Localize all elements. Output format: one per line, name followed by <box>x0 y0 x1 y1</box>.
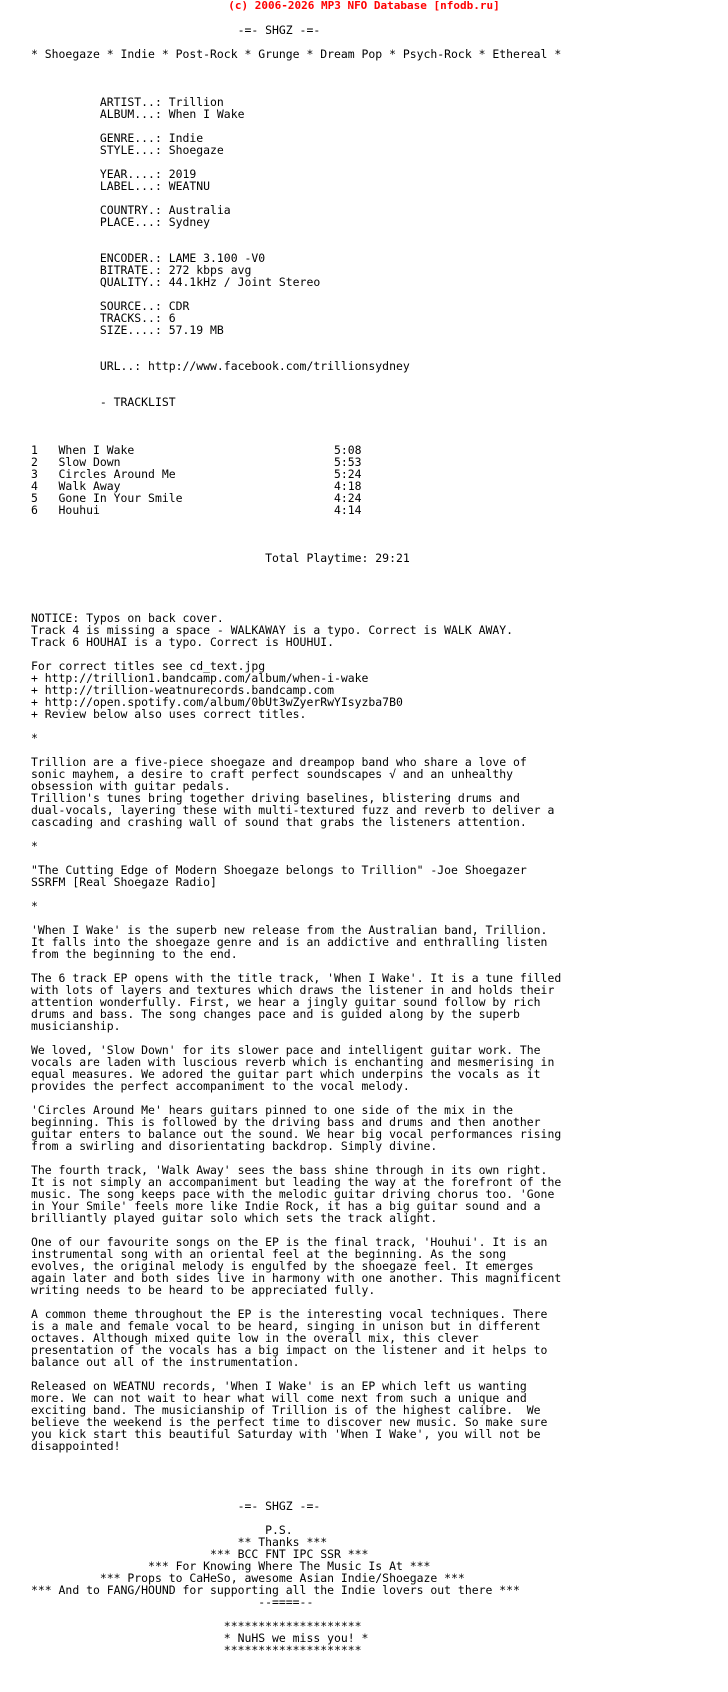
nfo-line <box>31 1476 561 1488</box>
nfo-line: It is not simply an accompaniment but leading the way at the forefront of the <box>31 1175 562 1189</box>
nfo-line: Track 6 HOUHAI is a typo. Correct is HOUHUI. <box>31 635 334 649</box>
nfo-line: 1 When I Wake 5:08 <box>31 443 362 457</box>
nfo-line: provides the perfect accompaniment to the vocal melody. <box>31 1079 410 1093</box>
nfo-line <box>31 1464 561 1476</box>
nfo-line: writing needs to be heard to be appreciated fully. <box>31 1283 376 1297</box>
nfo-line: * Shoegaze * Indie * Post-Rock * Grunge * Dream Pop * Psych-Rock * Ethereal * <box>31 47 562 61</box>
nfo-line <box>31 72 561 84</box>
nfo-line: more. We can not wait to hear what will come next from such a unique and <box>31 1391 527 1405</box>
nfo-line: exciting band. The musicianship of Trillion is of the highest calibre. We <box>31 1403 541 1417</box>
nfo-line <box>31 408 561 420</box>
nfo-line: + http://trillion-weatnurecords.bandcamp.com <box>31 683 334 697</box>
nfo-line <box>31 588 561 600</box>
nfo-line: 6 Houhui 4:14 <box>31 503 362 517</box>
nfo-line <box>31 1452 561 1464</box>
nfo-line: *** BCC FNT IPC SSR *** <box>31 1547 369 1561</box>
nfo-line: *** Props to CaHeSo, awesome Asian Indie/Shoegaze *** <box>31 1571 465 1585</box>
nfo-line: + http://open.spotify.com/album/0bUt3wZyerRwYIsyzba7B0 <box>31 695 403 709</box>
nfo-line: again later and both sides live in harmony with one another. This magnificent <box>31 1271 562 1285</box>
nfo-line: - TRACKLIST <box>31 395 176 409</box>
nfo-line: ******************** <box>31 1643 362 1657</box>
nfo-line: Total Playtime: 29:21 <box>31 551 410 565</box>
nfo-line: "The Cutting Edge of Modern Shoegaze belongs to Trillion" -Joe Shoegazer <box>31 863 527 877</box>
nfo-line: 3 Circles Around Me 5:24 <box>31 467 362 481</box>
nfo-line: *** For Knowing Where The Music Is At *** <box>31 1559 431 1573</box>
nfo-line: The 6 track EP opens with the title track, 'When I Wake'. It is a tune filled <box>31 971 562 985</box>
nfo-line: COUNTRY.: Australia <box>31 203 231 217</box>
nfo-line: * <box>31 731 38 745</box>
nfo-line: SOURCE..: CDR <box>31 299 190 313</box>
nfo-line: LABEL...: WEATNU <box>31 179 211 193</box>
nfo-line: attention wonderfully. First, we hear a jingly guitar sound follow by rich <box>31 995 541 1009</box>
nfo-line: Trillion's tunes bring together driving baselines, blistering drums and <box>31 791 520 805</box>
nfo-line: ******************** <box>31 1619 362 1633</box>
nfo-line: QUALITY.: 44.1kHz / Joint Stereo <box>31 275 321 289</box>
nfo-line: musicianship. <box>31 1019 121 1033</box>
nfo-line: + Review below also uses correct titles. <box>31 707 307 721</box>
nfo-line <box>31 528 561 540</box>
nfo-line: ** Thanks *** <box>31 1535 328 1549</box>
site-header: (c) 2006-2026 MP3 NFO Database [nfodb.ru] <box>228 0 500 12</box>
nfo-line: Track 4 is missing a space - WALKAWAY is a typo. Correct is WALK AWAY. <box>31 623 514 637</box>
nfo-line: BITRATE.: 272 kbps avg <box>31 263 252 277</box>
nfo-line: GENRE...: Indie <box>31 131 204 145</box>
nfo-line: with lots of layers and textures which draws the listener in and holds their <box>31 983 555 997</box>
nfo-line: in Your Smile' feels more like Indie Rock, it has a big guitar sound and a <box>31 1199 541 1213</box>
nfo-line: presentation of the vocals has a big impact on the listener and it helps to <box>31 1343 548 1357</box>
nfo-line: instrumental song with an oriental feel at the beginning. As the song <box>31 1247 507 1261</box>
nfo-line <box>31 576 561 588</box>
nfo-line: ALBUM...: When I Wake <box>31 107 245 121</box>
nfo-line: sonic mayhem, a desire to craft perfect soundscapes √ and an unhealthy <box>31 767 514 781</box>
nfo-line: + http://trillion1.bandcamp.com/album/when-i-wake <box>31 671 369 685</box>
nfo-line: SIZE....: 57.19 MB <box>31 323 224 337</box>
nfo-line: evolves, the original melody is engulfed by the shoegaze feel. It emerges <box>31 1259 534 1273</box>
nfo-line: ARTIST..: Trillion <box>31 95 224 109</box>
nfo-line: * <box>31 899 38 913</box>
nfo-line <box>31 372 561 384</box>
nfo-line: * <box>31 839 38 853</box>
nfo-line: --====-- <box>31 1595 314 1609</box>
nfo-line: 4 Walk Away 4:18 <box>31 479 362 493</box>
nfo-line <box>31 888 561 900</box>
nfo-line: from a swirling and disorientating backdrop. Simply divine. <box>31 1139 438 1153</box>
nfo-line <box>31 828 561 840</box>
nfo-line: One of our favourite songs on the EP is the final track, 'Houhui'. It is an <box>31 1235 548 1249</box>
nfo-line: -=- SHGZ -=- <box>31 23 321 37</box>
nfo-line: YEAR....: 2019 <box>31 167 197 181</box>
nfo-line: 5 Gone In Your Smile 4:24 <box>31 491 362 505</box>
nfo-line <box>31 720 561 732</box>
nfo-line <box>31 516 561 528</box>
nfo-line: NOTICE: Typos on back cover. <box>31 611 224 625</box>
nfo-line: URL..: http://www.facebook.com/trillionsydney <box>31 359 410 373</box>
nfo-line: PLACE...: Sydney <box>31 215 211 229</box>
nfo-line: A common theme throughout the EP is the interesting vocal techniques. There <box>31 1307 548 1321</box>
nfo-line: drums and bass. The song changes pace and is guided along by the superb <box>31 1007 520 1021</box>
nfo-line: believe the weekend is the perfect time to discover new music. So make sure <box>31 1415 548 1429</box>
nfo-line: P.S. <box>31 1523 293 1537</box>
nfo-line: 'Circles Around Me' hears guitars pinned to one side of the mix in the <box>31 1103 514 1117</box>
nfo-line: disappointed! <box>31 1439 121 1453</box>
nfo-line <box>31 336 561 348</box>
nfo-text <box>31 12 561 1656</box>
nfo-line: dual-vocals, layering these with multi-textured fuzz and reverb to deliver a <box>31 803 555 817</box>
nfo-line: * NuHS we miss you! * <box>31 1631 369 1645</box>
nfo-line: music. The song keeps pace with the melodic guitar driving chorus too. 'Gone <box>31 1187 555 1201</box>
nfo-line: obsession with guitar pedals. <box>31 779 231 793</box>
nfo-line: It falls into the shoegaze genre and is an addictive and enthralling listen <box>31 935 548 949</box>
nfo-line <box>31 564 561 576</box>
nfo-line <box>31 420 561 432</box>
nfo-line: Trillion are a five-piece shoegaze and dreampop band who share a love of <box>31 755 527 769</box>
nfo-line: Released on WEATNU records, 'When I Wake' is an EP which left us wanting <box>31 1379 527 1393</box>
nfo-line: guitar enters to balance out the sound. We hear big vocal performances rising <box>31 1127 562 1141</box>
nfo-line: equal measures. We adored the guitar part which underpins the vocals as it <box>31 1067 541 1081</box>
nfo-line: you kick start this beautiful Saturday with 'When I Wake', you will not be <box>31 1427 541 1441</box>
nfo-line: brilliantly played guitar solo which sets the track alight. <box>31 1211 438 1225</box>
nfo-line: *** And to FANG/HOUND for supporting all the Indie lovers out there *** <box>31 1583 520 1597</box>
nfo-line: STYLE...: Shoegaze <box>31 143 224 157</box>
nfo-line <box>31 60 561 72</box>
nfo-line: We loved, 'Slow Down' for its slower pace and intelligent guitar work. The <box>31 1043 541 1057</box>
nfo-line: SSRFM [Real Shoegaze Radio] <box>31 875 217 889</box>
nfo-line: is a male and female vocal to be heard, singing in unison but in different <box>31 1319 541 1333</box>
nfo-line: TRACKS..: 6 <box>31 311 176 325</box>
nfo-line: beginning. This is followed by the driving bass and drums and then another <box>31 1115 541 1129</box>
nfo-line: octaves. Although mixed quite low in the overall mix, this clever <box>31 1331 479 1345</box>
nfo-line: For correct titles see cd_text.jpg <box>31 659 266 673</box>
nfo-line <box>31 228 561 240</box>
nfo-line: -=- SHGZ -=- <box>31 1499 321 1513</box>
nfo-line: from the beginning to the end. <box>31 947 238 961</box>
nfo-line: ENCODER.: LAME 3.100 -V0 <box>31 251 266 265</box>
nfo-line: vocals are laden with luscious reverb which is enchanting and mesmerising in <box>31 1055 555 1069</box>
nfo-line: The fourth track, 'Walk Away' sees the bass shine through in its own right. <box>31 1163 548 1177</box>
nfo-line: balance out all of the instrumentation. <box>31 1355 300 1369</box>
nfo-line: 2 Slow Down 5:53 <box>31 455 362 469</box>
nfo-line: cascading and crashing wall of sound that grabs the listeners attention. <box>31 815 527 829</box>
nfo-line: 'When I Wake' is the superb new release from the Australian band, Trillion. <box>31 923 548 937</box>
